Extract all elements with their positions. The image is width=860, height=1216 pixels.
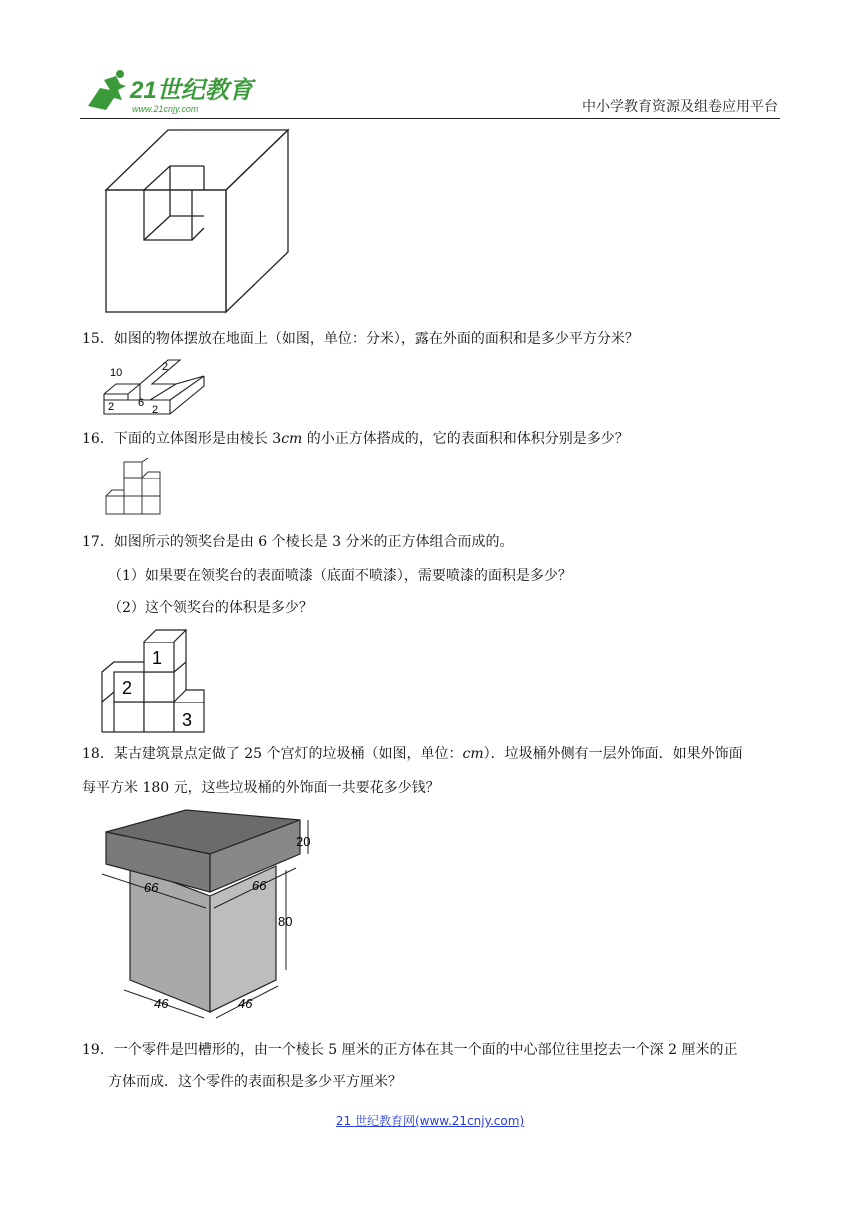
podium-label: 3: [182, 710, 193, 730]
question-19-line-2: 方体而成．这个零件的表面积是多少平方厘米？: [108, 1074, 402, 1090]
q15-label: 6: [138, 397, 145, 409]
question-number: 19．: [82, 1042, 114, 1058]
q16-cube-figure: [102, 458, 164, 520]
question-17: [82, 532, 513, 552]
trash-bin-figure: [96, 806, 326, 1028]
logo-text: 21世纪教育: [130, 77, 253, 104]
logo-url: www.21cnjy.com: [132, 104, 199, 114]
podium-label: 1: [152, 648, 163, 668]
page-header: [80, 62, 780, 120]
unit-cm: cm: [281, 431, 303, 447]
question-number: 17．: [82, 534, 114, 550]
question-18-line-2: 每平方米 180 元，这些垃圾桶的外饰面一共要花多少钱？: [82, 780, 440, 796]
question-text: 如图的物体摆放在地面上（如图，单位：分米），露在外面的面积和是多少平方分米？: [113, 331, 639, 347]
unit-cm: cm: [462, 746, 484, 762]
question-number: 18．: [82, 746, 114, 762]
header-divider: [80, 118, 780, 119]
bin-dimension-label: 80: [278, 914, 293, 929]
question-19: [82, 1040, 737, 1060]
bin-dimension-label: 66: [144, 880, 159, 895]
q15-label: 2: [108, 401, 115, 413]
question-text: 如图所示的领奖台是由 6 个棱长是 3 分米的正方体组合而成的。: [113, 534, 514, 550]
logo: [80, 66, 260, 116]
question-text: ）．垃圾桶外侧有一层外饰面．如果外饰面: [483, 746, 743, 762]
question-text: 的小正方体搭成的，它的表面积和体积分别是多少？: [302, 431, 629, 447]
platform-text: 中小学教育资源及组卷应用平台: [582, 99, 778, 115]
question-number: 15．: [82, 331, 114, 347]
page-footer: [0, 1112, 860, 1129]
question-16: [82, 429, 629, 449]
footer-link[interactable]: 21 世纪教育网(www.21cnjy.com): [335, 1114, 525, 1128]
bin-dimension-label: 46: [154, 996, 169, 1011]
bin-dimension-label: 20: [296, 834, 311, 849]
q15-label: 2: [162, 361, 169, 373]
question-text: 一个零件是凹槽形的，由一个棱长 5 厘米的正方体在其一个面的中心部位往里挖去一个深 2 厘米的正: [113, 1042, 738, 1058]
bin-dimension-label: 46: [238, 996, 253, 1011]
q15-label: 2: [152, 404, 159, 416]
question-text: 某古建筑景点定做了 25 个宫灯的垃圾桶（如图，单位：: [113, 746, 463, 762]
podium-label: 2: [122, 678, 133, 698]
notched-cube-figure: [100, 126, 296, 316]
question-17-part-2: （2）这个领奖台的体积是多少？: [108, 600, 313, 616]
question-18: [82, 744, 743, 764]
q15-figure: [100, 354, 210, 418]
runner-icon: [88, 76, 126, 110]
podium-figure: [98, 626, 210, 736]
question-17-part-1: （1）如果要在领奖台的表面喷漆（底面不喷漆），需要喷漆的面积是多少？: [108, 568, 572, 584]
question-text: 下面的立体图形是由棱长 3: [113, 431, 282, 447]
q15-label: 10: [110, 367, 123, 379]
question-number: 16．: [82, 431, 114, 447]
question-15: [82, 329, 639, 349]
bin-dimension-label: 66: [252, 878, 267, 893]
